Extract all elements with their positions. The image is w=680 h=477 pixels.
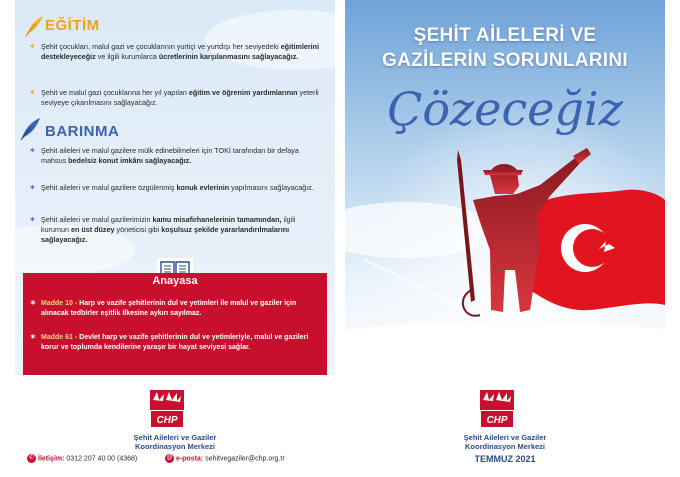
cover-headline-line-2: GAZİLERİN SORUNLARINI [382,50,628,71]
text-run: Şehit çocukları, malul gazi ve çocuklarının yurtiçi ve yurtdışı her seviyedeki [41,42,281,51]
constitution-title: Anayasa [152,275,198,287]
right-page [345,0,665,477]
contact-email [165,454,285,463]
cover-script-title: Çözeceğiz [387,82,623,136]
star-bullet-icon: ✶ [29,146,36,155]
text-run: Şehit ve malul gazi çocuklarına her yıl yapılan [41,88,189,97]
article-10-text: Harp ve vazife şehitlerinin dul ve yetimleri ile malul ve gaziler için alınacak tedbirler eşitlik ilkesine aykırı sayılmaz. [41,300,297,317]
text-run: bedelsiz konut imkânı sağlayacağız. [68,156,192,165]
article-10-label: Madde 10 - [41,300,78,307]
footer-line-1: Şehit Aileleri ve Gaziler [133,433,217,442]
text-run: Şehit aileleri ve malul gazilerimizin [41,215,153,224]
article-61-text: Devlet harp ve vazife şehitlerinin dul ve yetimleriyle, malul ve gazileri korur ve toplumda kendilerine yaraşır bir hayat seviyesi sağlar. [41,334,309,351]
phone-number: 0312 207 40 00 (4368) [66,455,138,463]
text-run: yapılmasını sağlayacağız. [229,183,314,192]
text-run: en üst düzey [70,225,115,234]
footer-line-2: Koordinasyon Merkezi [134,442,216,451]
chp-logo [480,390,514,428]
housing-item-3-text [29,215,321,245]
text-run: yöneticisi gibi [114,225,162,234]
quill-icon [23,14,45,38]
text-run: eğitimlerini destekleyeceğiz [41,42,320,61]
text-run: koşulsuz şekilde yararlandırılmalarını sağlayacağız. [41,225,290,244]
text-run: kamu misafirhanelerinin tamamından, [152,215,282,224]
footer-org-name [15,433,335,451]
star-bullet-icon: ✶ [30,334,36,341]
chp-logo [150,390,184,428]
constitution-article-10 [30,299,311,319]
publication-date: TEMMUZ 2021 [474,454,536,464]
article-61-label: Madde 61 - [41,334,78,341]
education-item-2-text [29,88,321,108]
star-bullet-icon: ✶ [29,183,36,192]
education-item-1-text [29,42,321,62]
quill-icon [18,116,42,142]
footer-line-2: Koordinasyon Merkezi [464,442,546,451]
text-run: yeterli seviyeye çıkarılmasını sağlayacağız. [41,88,319,107]
housing-item-2 [29,183,321,193]
left-page [15,0,335,477]
cover-headline-line-1: ŞEHİT AİLELERİ VE [413,25,597,46]
text-run: ilgili kurumun [41,215,296,234]
email-label: e-posta: [176,455,204,463]
text-run: eğitim ve öğrenim yardımlarının [188,88,298,97]
housing-item-1 [29,146,321,166]
phone-icon: ✆ [28,455,35,461]
email-address[interactable]: sehitvegaziler@chp.org.tr [205,455,285,463]
email-icon: @ [166,455,173,461]
constitution-article-61 [30,333,311,353]
education-title: EĞİTİM [45,17,100,34]
footer-line-1: Şehit Aileleri ve Gaziler [463,433,547,442]
education-item-1 [29,42,321,62]
chp-logo-text: CHP [156,415,178,426]
text-run: Şehit aileleri ve malul gazilere mülk edinebilmeleri için TOKİ tarafından bir defaya mahsus [41,146,299,165]
star-bullet-icon: ✶ [29,42,36,51]
text-run: ücretlerinin karşılanmasını sağlayacağız. [158,52,299,61]
star-bullet-icon: ✶ [30,300,36,307]
text-run: konuk evlerinin [176,183,230,192]
text-run: Şehit aileleri ve malul gazilere özgülenmiş [41,183,177,192]
star-bullet-icon: ✶ [29,215,36,224]
chp-logo-text: CHP [486,415,508,426]
star-bullet-icon: ✶ [29,88,36,97]
footer-org-name [345,433,665,451]
housing-item-3 [29,215,321,245]
text-run: ve ilgili kurumlarca [95,52,159,61]
contact-phone [27,454,137,463]
phone-label: İletişim: [38,455,65,463]
housing-title: BARINMA [45,123,120,140]
housing-item-2-text [29,183,321,193]
housing-item-1-text [29,146,321,166]
constitution-box [23,273,327,375]
education-item-2 [29,88,321,108]
